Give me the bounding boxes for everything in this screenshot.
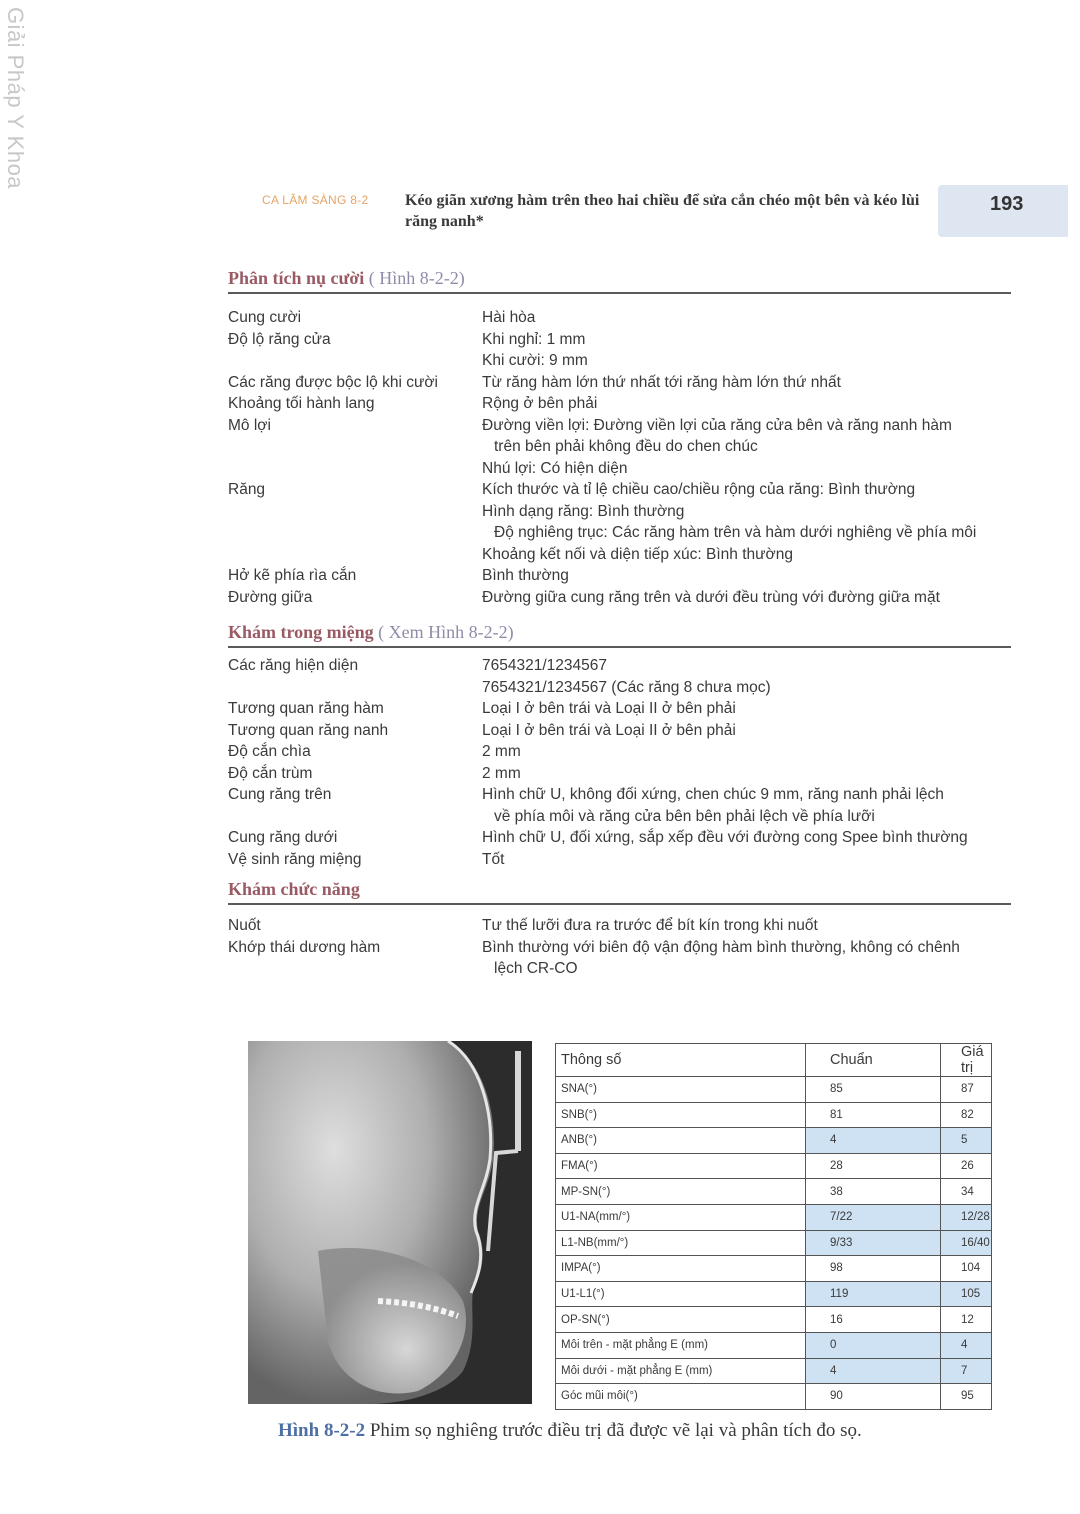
exam-value: lệch CR-CO bbox=[494, 960, 578, 977]
section-heading-smile bbox=[228, 268, 1011, 294]
cell-parameter: Môi dưới - mặt phẳng E (mm) bbox=[556, 1358, 806, 1384]
exam-values bbox=[482, 329, 1018, 372]
cell-value: 12 bbox=[941, 1307, 992, 1333]
figure-reference: ( Xem Hình 8-2-2) bbox=[378, 622, 514, 642]
exam-label: Tương quan răng nanh bbox=[228, 721, 389, 739]
cell-value: 4 bbox=[941, 1332, 992, 1358]
exam-value: 7654321/1234567 bbox=[482, 657, 607, 674]
exam-values bbox=[482, 415, 1018, 480]
exam-values bbox=[482, 741, 1018, 763]
table-row bbox=[556, 1332, 992, 1358]
exam-values bbox=[482, 849, 1018, 871]
page-number: 193 bbox=[990, 193, 1024, 215]
exam-value: Bình thường bbox=[482, 567, 569, 584]
section-heading-functional bbox=[228, 879, 1011, 905]
table-header-row bbox=[556, 1044, 992, 1077]
exam-label: Vệ sinh răng miệng bbox=[228, 850, 362, 868]
exam-label: Mô lợi bbox=[228, 416, 271, 434]
exam-row bbox=[228, 479, 1018, 565]
exam-value: Đường viền lợi: Đường viền lợi của răng cửa bên và răng nanh hàm bbox=[482, 416, 952, 434]
xray-illustration bbox=[248, 1041, 532, 1404]
table-row bbox=[556, 1358, 992, 1384]
exam-value: 2 mm bbox=[482, 743, 521, 760]
exam-row bbox=[228, 720, 1018, 742]
exam-values bbox=[482, 587, 1018, 609]
section-title: Khám chức năng bbox=[228, 879, 360, 899]
watermark-text: Giải Pháp Y Khoa bbox=[3, 6, 29, 190]
exam-values bbox=[482, 565, 1018, 587]
exam-values bbox=[482, 784, 1018, 827]
exam-label: Khớp thái dương hàm bbox=[228, 938, 381, 956]
case-label: CA LÂM SÀNG 8-2 bbox=[262, 193, 369, 207]
intraoral-rows bbox=[228, 655, 1018, 870]
cell-parameter: OP-SN(°) bbox=[556, 1307, 806, 1333]
exam-row bbox=[228, 763, 1018, 785]
exam-label: Các răng hiện diện bbox=[228, 657, 359, 674]
exam-label: Độ lộ răng cửa bbox=[228, 330, 331, 348]
cell-parameter: FMA(°) bbox=[556, 1153, 806, 1179]
table-row bbox=[556, 1256, 992, 1282]
table-row bbox=[556, 1077, 992, 1103]
cell-norm: 9/33 bbox=[806, 1230, 941, 1256]
cell-norm: 119 bbox=[806, 1281, 941, 1307]
page-title: Kéo giãn xương hàm trên theo hai chiều để sửa cắn chéo một bên và kéo lùi răng nanh* bbox=[405, 192, 920, 230]
exam-row bbox=[228, 587, 1018, 609]
header-value: Giá trị bbox=[941, 1044, 992, 1077]
exam-label: Nuốt bbox=[228, 917, 261, 934]
exam-value: Rộng ở bên phải bbox=[482, 395, 598, 412]
exam-values bbox=[482, 763, 1018, 785]
exam-value: Hình dạng răng: Bình thường bbox=[482, 502, 685, 520]
cell-parameter: Môi trên - mặt phẳng E (mm) bbox=[556, 1332, 806, 1358]
exam-label: Tương quan răng hàm bbox=[228, 700, 384, 717]
section-title: Khám trong miệng bbox=[228, 622, 374, 642]
cell-norm: 0 bbox=[806, 1332, 941, 1358]
functional-rows bbox=[228, 915, 1018, 980]
exam-value: Tốt bbox=[482, 850, 505, 868]
cell-norm: 4 bbox=[806, 1128, 941, 1154]
exam-row bbox=[228, 784, 1018, 827]
cell-parameter: Góc mũi môi(°) bbox=[556, 1384, 806, 1410]
exam-row bbox=[228, 393, 1018, 415]
exam-values bbox=[482, 307, 1018, 329]
exam-row bbox=[228, 329, 1018, 372]
exam-row bbox=[228, 698, 1018, 720]
cell-parameter: U1-NA(mm/°) bbox=[556, 1204, 806, 1230]
exam-label: Hở kẽ phía rìa cắn bbox=[228, 567, 357, 584]
exam-value: Khi cười: 9 mm bbox=[482, 352, 588, 369]
cell-norm: 4 bbox=[806, 1358, 941, 1384]
table-row bbox=[556, 1230, 992, 1256]
exam-value: Hình chữ U, không đối xứng, chen chúc 9 mm, răng nanh phải lệch bbox=[482, 786, 944, 803]
cell-value: 82 bbox=[941, 1102, 992, 1128]
cell-norm: 7/22 bbox=[806, 1204, 941, 1230]
exam-values bbox=[482, 827, 1018, 849]
cell-value: 104 bbox=[941, 1256, 992, 1282]
exam-value: Từ răng hàm lớn thứ nhất tới răng hàm lớn thứ nhất bbox=[482, 373, 841, 391]
cell-norm: 38 bbox=[806, 1179, 941, 1205]
caption-text: Phim sọ nghiêng trước điều trị đã được vẽ lại và phân tích đo sọ. bbox=[365, 1420, 862, 1441]
exam-value: 2 mm bbox=[482, 764, 521, 782]
exam-values bbox=[482, 698, 1018, 720]
cell-norm: 16 bbox=[806, 1307, 941, 1333]
exam-values bbox=[482, 720, 1018, 742]
exam-values bbox=[482, 655, 1018, 698]
exam-value: về phía môi và răng cửa bên bên phải lệch về phía lưỡi bbox=[494, 807, 875, 825]
header-norm: Chuẩn bbox=[806, 1044, 941, 1077]
cell-value: 87 bbox=[941, 1077, 992, 1103]
exam-label: Răng bbox=[228, 481, 266, 498]
exam-value: Loại I ở bên trái và Loại II ở bên phải bbox=[482, 700, 736, 717]
cell-parameter: U1-L1(°) bbox=[556, 1281, 806, 1307]
table-row bbox=[556, 1102, 992, 1128]
cell-value: 105 bbox=[941, 1281, 992, 1307]
cell-parameter: ANB(°) bbox=[556, 1128, 806, 1154]
exam-row bbox=[228, 937, 1018, 980]
cell-parameter: SNA(°) bbox=[556, 1077, 806, 1103]
figure-caption bbox=[278, 1420, 998, 1442]
cephalometric-xray-image bbox=[248, 1041, 532, 1404]
exam-value: Khoảng kết nối và diện tiếp xúc: Bình thường bbox=[482, 545, 793, 563]
figure-reference: ( Hình 8-2-2) bbox=[368, 268, 465, 288]
exam-value: trên bên phải không đều do chen chúc bbox=[494, 438, 758, 455]
exam-value: Tư thế lưỡi đưa ra trước để bít kín trong khi nuốt bbox=[482, 917, 818, 934]
exam-value: Độ nghiêng trục: Các răng hàm trên và hàm dưới nghiêng về phía môi bbox=[494, 524, 977, 541]
cell-norm: 81 bbox=[806, 1102, 941, 1128]
cell-norm: 90 bbox=[806, 1384, 941, 1410]
cell-parameter: MP-SN(°) bbox=[556, 1179, 806, 1205]
cell-value: 26 bbox=[941, 1153, 992, 1179]
table-row bbox=[556, 1384, 992, 1410]
cell-norm: 28 bbox=[806, 1153, 941, 1179]
exam-value: Đường giữa cung răng trên và dưới đều trùng với đường giữa mặt bbox=[482, 588, 940, 606]
exam-row bbox=[228, 372, 1018, 394]
exam-value: Loại I ở bên trái và Loại II ở bên phải bbox=[482, 721, 736, 739]
cell-value: 12/28 bbox=[941, 1204, 992, 1230]
figure-number: Hình 8-2-2 bbox=[278, 1420, 366, 1441]
page-number-tab bbox=[938, 185, 1068, 237]
exam-values bbox=[482, 393, 1018, 415]
exam-value: Kích thước và tỉ lệ chiều cao/chiều rộng của răng: Bình thường bbox=[482, 481, 916, 498]
exam-label: Đường giữa bbox=[228, 588, 313, 606]
table-row bbox=[556, 1128, 992, 1154]
section-heading-intraoral bbox=[228, 622, 1011, 648]
exam-row bbox=[228, 565, 1018, 587]
cell-norm: 98 bbox=[806, 1256, 941, 1282]
header-parameter: Thông số bbox=[556, 1044, 806, 1077]
exam-values bbox=[482, 372, 1018, 394]
exam-values bbox=[482, 937, 1018, 980]
exam-value: Bình thường với biên độ vận động hàm bình thường, không có chênh bbox=[482, 938, 960, 956]
exam-value: 7654321/1234567 (Các răng 8 chưa mọc) bbox=[482, 678, 771, 696]
exam-label: Độ cắn trùm bbox=[228, 764, 313, 782]
exam-row bbox=[228, 915, 1018, 937]
table-row bbox=[556, 1179, 992, 1205]
exam-row bbox=[228, 849, 1018, 871]
cell-value: 7 bbox=[941, 1358, 992, 1384]
exam-label: Cung răng dưới bbox=[228, 829, 338, 846]
table-row bbox=[556, 1281, 992, 1307]
smile-rows bbox=[228, 307, 1018, 608]
exam-label: Các răng được bộc lộ khi cười bbox=[228, 373, 438, 391]
cell-parameter: SNB(°) bbox=[556, 1102, 806, 1128]
table-row bbox=[556, 1153, 992, 1179]
exam-row bbox=[228, 307, 1018, 329]
exam-row bbox=[228, 827, 1018, 849]
exam-value: Hình chữ U, đối xứng, sắp xếp đều với đường cong Spee bình thường bbox=[482, 829, 968, 846]
cell-value: 5 bbox=[941, 1128, 992, 1154]
exam-value: Khi nghỉ: 1 mm bbox=[482, 330, 586, 348]
cell-parameter: L1-NB(mm/°) bbox=[556, 1230, 806, 1256]
exam-row bbox=[228, 655, 1018, 698]
table-row bbox=[556, 1307, 992, 1333]
exam-label: Cung cười bbox=[228, 309, 302, 326]
exam-value: Nhú lợi: Có hiện diện bbox=[482, 459, 628, 477]
exam-value: Hài hòa bbox=[482, 309, 536, 326]
table-body bbox=[556, 1077, 992, 1410]
cell-value: 16/40 bbox=[941, 1230, 992, 1256]
exam-values bbox=[482, 479, 1018, 565]
exam-row bbox=[228, 741, 1018, 763]
cell-value: 95 bbox=[941, 1384, 992, 1410]
cell-norm: 85 bbox=[806, 1077, 941, 1103]
cell-value: 34 bbox=[941, 1179, 992, 1205]
exam-label: Khoảng tối hành lang bbox=[228, 395, 375, 412]
watermark bbox=[0, 8, 30, 188]
table-row bbox=[556, 1204, 992, 1230]
exam-values bbox=[482, 915, 1018, 937]
exam-label: Độ cắn chìa bbox=[228, 743, 311, 760]
exam-label: Cung răng trên bbox=[228, 786, 332, 803]
cephalometric-table bbox=[555, 1043, 992, 1410]
section-title: Phân tích nụ cười bbox=[228, 268, 365, 288]
cell-parameter: IMPA(°) bbox=[556, 1256, 806, 1282]
exam-row bbox=[228, 415, 1018, 480]
